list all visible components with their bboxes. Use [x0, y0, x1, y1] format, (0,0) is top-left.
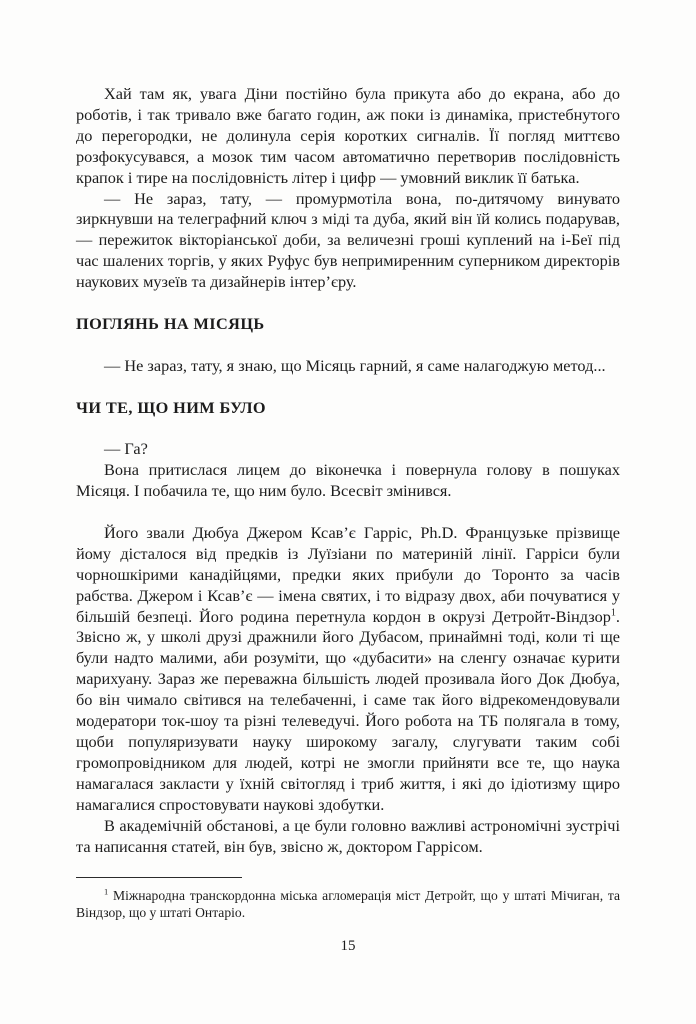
paragraph-text-before-footnote-ref: Його звали Дюбуа Джером Ксав’є Гарріс, Ph.D. Французьке прізвище йому дісталося від предків із Луїзіани по материній лінії. Гарріси були чорношкірими канадійцями, предки яких прибули до Торонто за часів рабства. Джером і Ксав’є — імена святих, і то відразу двох, аби почуватися у більшій безпеці. Його родина перетнула кордон в окрузі Детройт-Віндзор: [76, 522, 620, 626]
dialogue-line-huh: — Га?: [104, 439, 148, 459]
paragraph-academic-setting: В академічній обстанові, а це були головно важливі астрономічні зустрічі та написання статей, він був, звісно ж, доктором Гаррісом.: [76, 815, 620, 856]
page-number: 15: [340, 938, 356, 954]
paragraph-dubois-intro: [76, 523, 620, 816]
paragraph-window-look: Вона притислася лицем до віконечка і повернула голову в пошуках Місяця. І побачила те, що ним було. Всесвіт змінився.: [76, 460, 620, 501]
footnote-reference-marker: 1: [610, 607, 616, 619]
footnote-divider: [76, 877, 242, 878]
footnote: [76, 887, 620, 922]
footnote-number: 1: [104, 886, 109, 897]
footnote-section: [76, 877, 620, 922]
footnote-body: Міжнародна транскордонна міська агломерація міст Детройт, що у штаті Мічиган, та Віндзор, що у штаті Онтаріо.: [76, 887, 620, 921]
dialogue-line-not-now: — Не зараз, тату, я знаю, що Місяць гарний, я саме налагоджую метод...: [104, 355, 606, 375]
uppercase-message-line-2: ЧИ ТЕ, ЩО НИМ БУЛО: [76, 397, 266, 417]
paragraph-text-after-footnote-ref: . Звісно ж, у школі друзі дражнили його Дубасом, принаймні тоді, коли ті ще були надто малими, аби розуміти, що «дубасити» на сленгу означає курити марихуану. Зараз же переважна більшість людей прозивала його Док Дюбуа, бо він чимало світився на телебаченні, і саме так його відрекомендовували модератори ток-шоу та різні телеведучі. Його робота на ТБ полягала в тому, щоби популяризувати науку широкому загалу, слугувати таким собі громопровідником для людей, котрі не змогли прийняти все те, що наука намагалася закласти у їхній світогляд і триб життя, і які до ідіотизму щиро намагалися спростовувати наукові здобутки.: [76, 606, 620, 814]
page-text: [76, 84, 620, 857]
paragraph-dinah-radio: Хай там як, увага Діни постійно була прикута або до екрана, або до роботів, і так тривало вже багато годин, аж поки із динаміка, пристебнутого до перегородки, не долинула серія коротких сигналів. Її погляд миттєво розфокусувався, а мозок тим часом автоматично перетворив послідовність крапок і тире на послідовність літер і цифр — умовний виклик її батька.: [76, 84, 620, 187]
uppercase-message-line-1: ПОГЛЯНЬ НА МІСЯЦЬ: [76, 313, 265, 333]
paragraph-dialogue-telegraph: — Не зараз, тату, — промурмотіла вона, по-дитячому винувато зиркнувши на телеграфний ключ з міді та дуба, який він їй колись подарував, — пережиток вікторіанської доби, за величезні гроші куплений на і-Беї під час шалених торгів, у яких Руфус був непримиренним суперником директорів наукових музеїв та дизайнерів інтер’єру.: [76, 188, 620, 292]
